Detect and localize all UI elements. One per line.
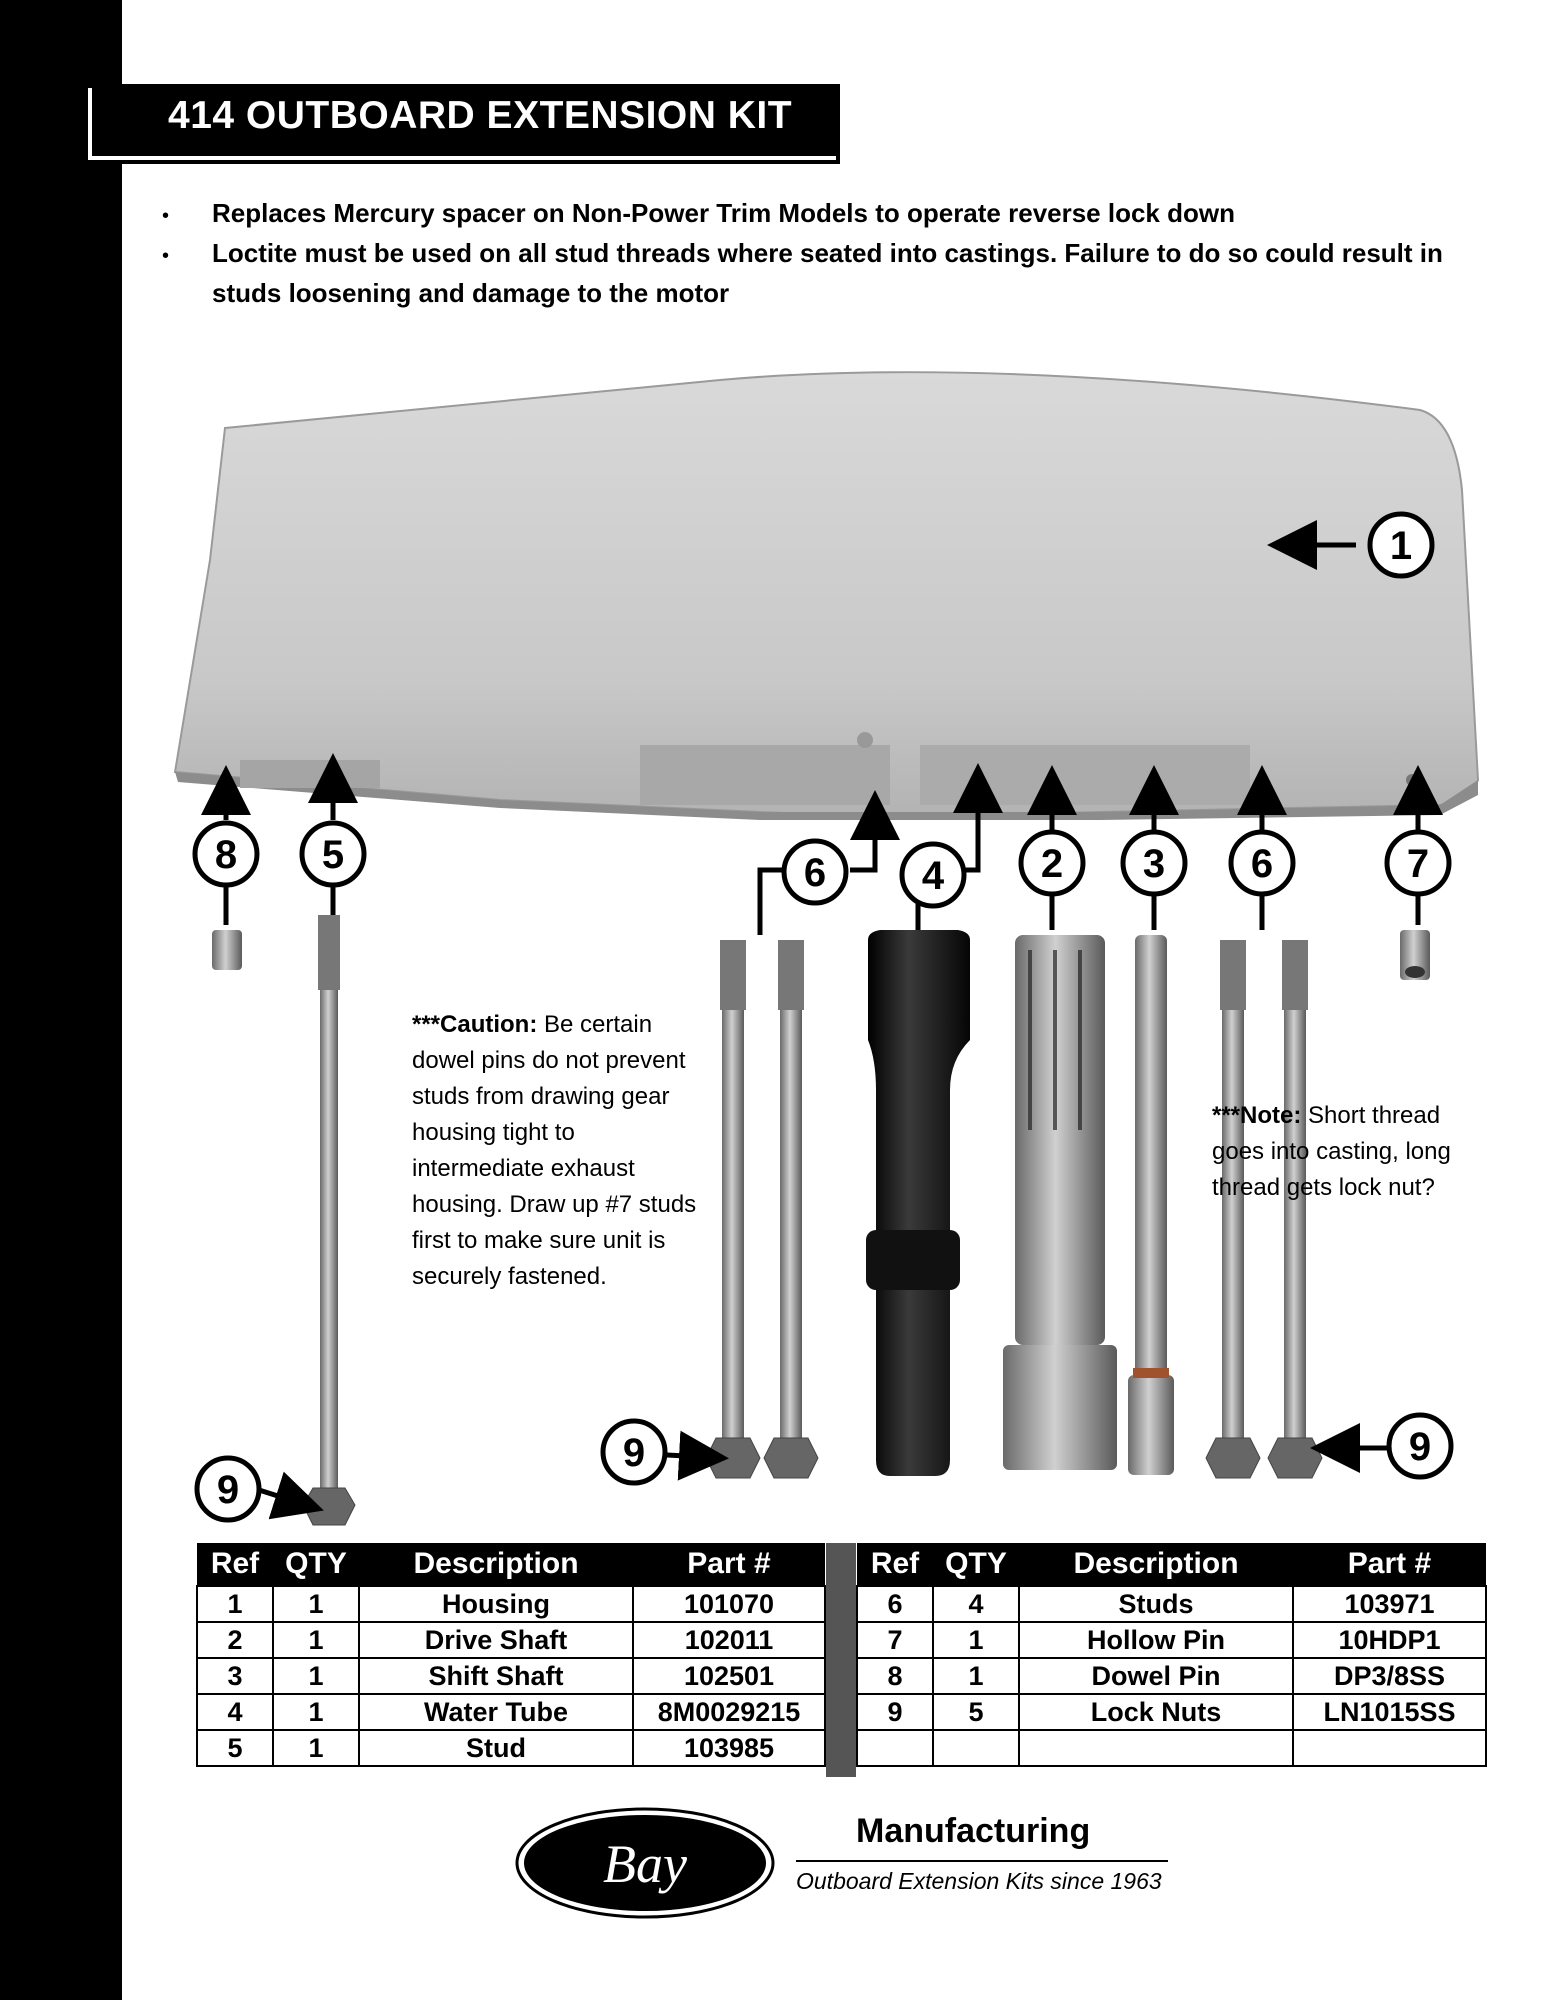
callout-6b: 6 [1250, 842, 1274, 886]
callout-5: 5 [321, 833, 345, 877]
cell-description: Stud [359, 1730, 633, 1766]
cell-qty: 1 [273, 1622, 359, 1658]
cell-part-number: 102011 [633, 1622, 825, 1658]
cell-part-number: 103985 [633, 1730, 825, 1766]
callout-3: 3 [1142, 842, 1166, 886]
shift-shaft-part [1128, 935, 1174, 1475]
brand-name: Manufacturing [856, 1812, 1091, 1850]
bay-logo [514, 1806, 776, 1920]
cell-ref: 3 [197, 1658, 273, 1694]
cell-part-number: 102501 [633, 1658, 825, 1694]
drive-shaft-part [1003, 935, 1117, 1470]
cell-ref: 8 [857, 1658, 933, 1694]
table-row [197, 1730, 825, 1766]
header-part-number: Part # [1293, 1543, 1486, 1586]
callout-9c: 9 [1408, 1425, 1432, 1469]
callout-7: 7 [1406, 842, 1430, 886]
bullet-text-2: Loctite must be used on all stud threads where seated into castings. Failure to do so could result in studs loosening and damage to the motor [212, 238, 1443, 308]
callout-6a: 6 [803, 851, 827, 895]
header-description: Description [1019, 1543, 1293, 1586]
table-row [857, 1586, 1486, 1622]
cell-description: Water Tube [359, 1694, 633, 1730]
cell-ref: 4 [197, 1694, 273, 1730]
cell-description: Lock Nuts [1019, 1694, 1293, 1730]
stud-long-part [303, 915, 355, 1525]
table-row [857, 1694, 1486, 1730]
callout-1: 1 [1389, 524, 1413, 568]
table-row [197, 1586, 825, 1622]
cell-qty: 1 [273, 1694, 359, 1730]
table-row [857, 1730, 1486, 1766]
bullet-marker: • [162, 245, 170, 267]
brand-underline [796, 1860, 1168, 1862]
header-description: Description [359, 1543, 633, 1586]
cell-ref: 5 [197, 1730, 273, 1766]
cell-part-number: 10HDP1 [1293, 1622, 1486, 1658]
note-text: Short thread goes into casting, long thread gets lock nut? [1212, 1102, 1451, 1201]
cell-qty: 5 [933, 1694, 1019, 1730]
header-ref: Ref [857, 1543, 933, 1586]
cell-part-number: 101070 [633, 1586, 825, 1622]
parts-diagram [140, 360, 1500, 1540]
caution-note [412, 1007, 712, 1295]
cell-qty: 1 [933, 1658, 1019, 1694]
cell-ref: 9 [857, 1694, 933, 1730]
parts-table-left [196, 1543, 826, 1767]
logo-text: Bay [603, 1834, 687, 1894]
callout-8: 8 [214, 833, 238, 877]
callout-2: 2 [1040, 842, 1064, 886]
brand-tagline: Outboard Extension Kits since 1963 [796, 1868, 1162, 1894]
water-tube-part [866, 930, 970, 1476]
cell-qty: 1 [273, 1730, 359, 1766]
callout-4: 4 [921, 854, 945, 898]
cell-qty: 1 [933, 1622, 1019, 1658]
cell-description: Hollow Pin [1019, 1622, 1293, 1658]
note-label: ***Note: [1212, 1102, 1302, 1129]
cell-qty [933, 1730, 1019, 1766]
cell-part-number: 8M0029215 [633, 1694, 825, 1730]
bullet-marker: • [162, 205, 170, 227]
table-row [197, 1658, 825, 1694]
cell-ref: 1 [197, 1586, 273, 1622]
cell-part-number: LN1015SS [1293, 1694, 1486, 1730]
header-ref: Ref [197, 1543, 273, 1586]
cell-part-number: DP3/8SS [1293, 1658, 1486, 1694]
table-row [857, 1658, 1486, 1694]
table-row [197, 1694, 825, 1730]
left-black-bar [0, 0, 122, 2000]
cell-part-number [1293, 1730, 1486, 1766]
cell-qty: 1 [273, 1658, 359, 1694]
cell-qty: 4 [933, 1586, 1019, 1622]
thread-note [1212, 1098, 1482, 1206]
page-title: 414 OUTBOARD EXTENSION KIT [168, 94, 793, 137]
cell-description: Dowel Pin [1019, 1658, 1293, 1694]
table-row [857, 1622, 1486, 1658]
callout-9b: 9 [622, 1431, 646, 1475]
header-qty: QTY [933, 1543, 1019, 1586]
cell-description: Shift Shaft [359, 1658, 633, 1694]
caution-text: Be certain dowel pins do not prevent studs from drawing gear housing tight to intermediate exhaust housing. Draw up #7 studs first to make sure unit is securely fastened. [412, 1011, 697, 1290]
table-row [197, 1622, 825, 1658]
parts-table-right [856, 1543, 1487, 1767]
header-qty: QTY [273, 1543, 359, 1586]
table-divider [826, 1543, 856, 1777]
housing-part [175, 372, 1478, 820]
cell-ref [857, 1730, 933, 1766]
caution-label: ***Caution: [412, 1011, 538, 1038]
callout-9a: 9 [216, 1468, 240, 1512]
cell-description [1019, 1730, 1293, 1766]
cell-description: Drive Shaft [359, 1622, 633, 1658]
dowel-pin-part [212, 930, 242, 970]
cell-ref: 7 [857, 1622, 933, 1658]
cell-description: Studs [1019, 1586, 1293, 1622]
cell-ref: 6 [857, 1586, 933, 1622]
header-part-number: Part # [633, 1543, 825, 1586]
cell-ref: 2 [197, 1622, 273, 1658]
cell-part-number: 103971 [1293, 1586, 1486, 1622]
cell-qty: 1 [273, 1586, 359, 1622]
cell-description: Housing [359, 1586, 633, 1622]
bullet-text-1: Replaces Mercury spacer on Non-Power Trim Models to operate reverse lock down [212, 198, 1235, 228]
